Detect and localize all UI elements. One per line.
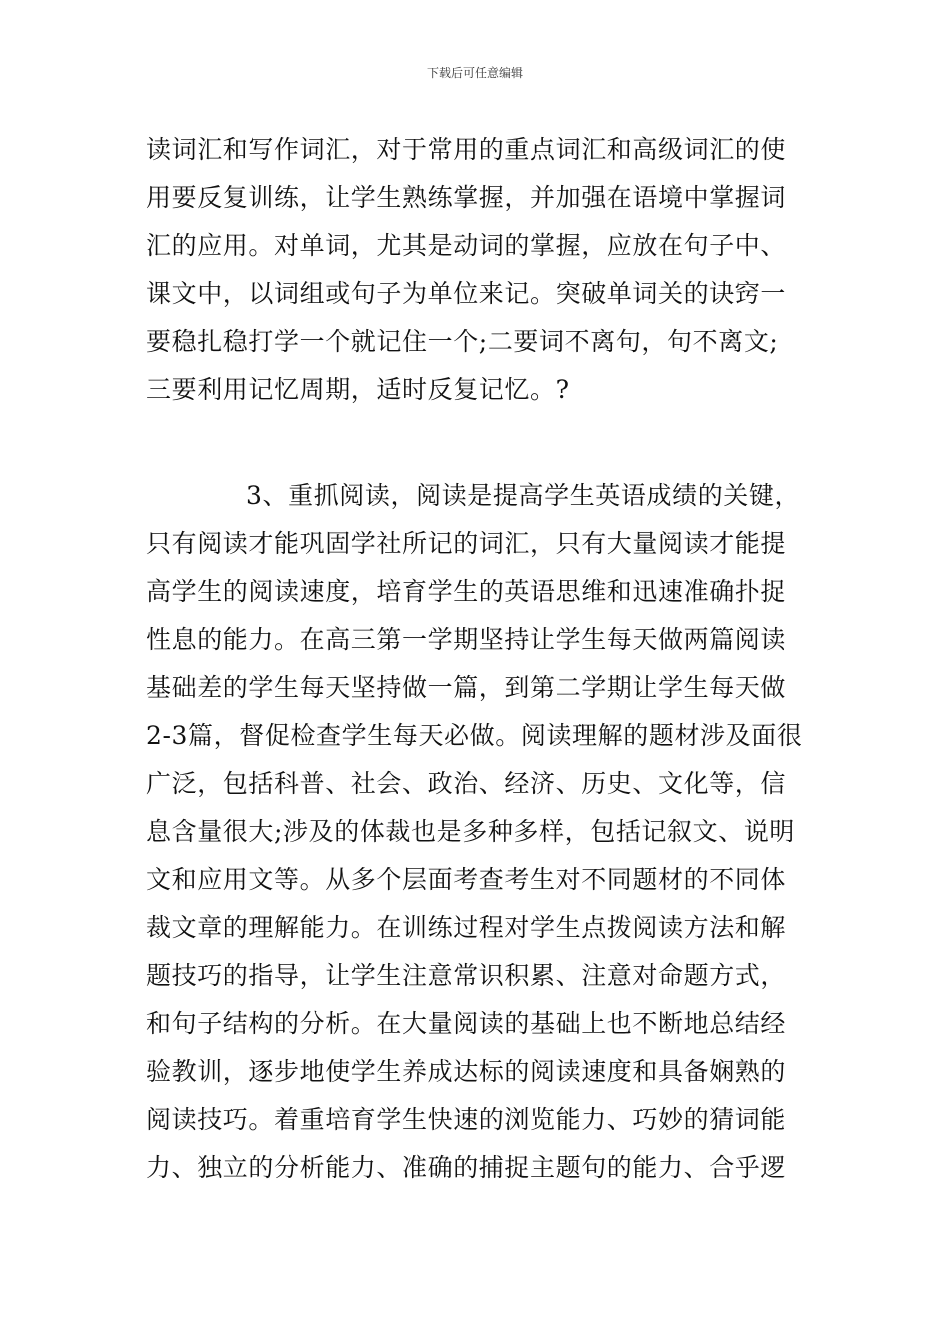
text-line: 课文中，以词组或句子为单位来记。突破单词关的诀窍一 bbox=[146, 279, 787, 308]
text-line: 读词汇和写作词汇，对于常用的重点词汇和高级词汇的使 bbox=[146, 135, 787, 164]
paragraph-vocabulary bbox=[146, 126, 816, 414]
text-line: 性息的能力。在高三第一学期坚持让学生每天做两篇阅读 bbox=[146, 625, 787, 654]
text-line: 阅读技巧。着重培育学生快速的浏览能力、巧妙的猜词能 bbox=[146, 1105, 787, 1134]
text-line: 基础差的学生每天坚持做一篇，到第二学期让学生每天做 bbox=[146, 673, 787, 702]
text-line: 题技巧的指导，让学生注意常识积累、注意对命题方式， bbox=[146, 961, 787, 990]
text-line: 息含量很大;涉及的体裁也是多种多样，包括记叙文、说明 bbox=[146, 817, 796, 846]
text-line: 只有阅读才能巩固学社所记的词汇，只有大量阅读才能提 bbox=[146, 529, 787, 558]
text-line: 三要利用记忆周期，适时反复记忆。? bbox=[146, 375, 570, 404]
text-line: 汇的应用。对单词，尤其是动词的掌握，应放在句子中、 bbox=[146, 231, 787, 260]
text-line: 力、独立的分析能力、准确的捕捉主题句的能力、合乎逻 bbox=[146, 1153, 787, 1182]
text-line: 和句子结构的分析。在大量阅读的基础上也不断地总结经 bbox=[146, 1009, 787, 1038]
text-line: 广泛，包括科普、社会、政治、经济、历史、文化等，信 bbox=[146, 769, 787, 798]
text-line: 裁文章的理解能力。在训练过程对学生点拨阅读方法和解 bbox=[146, 913, 787, 942]
text-line: 2-3篇，督促检查学生每天必做。阅读理解的题材涉及面很 bbox=[146, 721, 803, 750]
page-header: 下载后可任意编辑 bbox=[426, 66, 523, 80]
text-line: 要稳扎稳打学一个就记住一个;二要词不离句，句不离文; bbox=[146, 327, 779, 356]
text-line: 用要反复训练，让学生熟练掌握，并加强在语境中掌握词 bbox=[146, 183, 787, 212]
text-line-indented: 3、重抓阅读，阅读是提高学生英语成绩的关键， bbox=[246, 481, 801, 510]
paragraph-reading bbox=[146, 472, 816, 1192]
text-line: 验教训，逐步地使学生养成达标的阅读速度和具备娴熟的 bbox=[146, 1057, 787, 1086]
text-line: 高学生的阅读速度，培育学生的英语思维和迅速准确扑捉 bbox=[146, 577, 787, 606]
text-line: 文和应用文等。从多个层面考查考生对不同题材的不同体 bbox=[146, 865, 787, 894]
